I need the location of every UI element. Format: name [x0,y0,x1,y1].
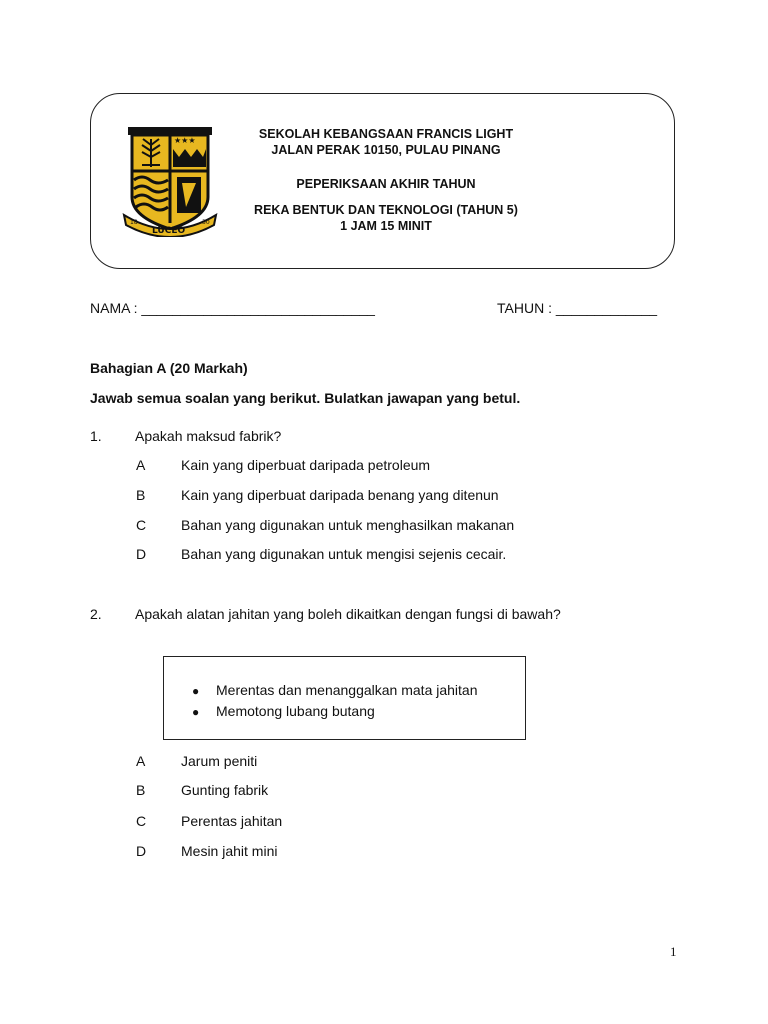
q2-option-a-text: Jarum peniti [181,753,258,769]
q1-option-a-text: Kain yang diperbuat daripada petroleum [181,457,431,473]
q2-option-a-letter[interactable]: A [136,753,146,769]
q2-option-c-letter[interactable]: C [136,813,147,829]
q1-option-b-letter[interactable]: B [136,487,146,503]
function-item-text: Merentas dan menanggalkan mata jahitan [216,682,478,698]
school-crest-icon [122,125,218,237]
subject-title: REKA BENTUK DAN TEKNOLOGI (TAHUN 5) [254,203,518,217]
svg-text:LUCEO: LUCEO [152,226,186,236]
name-field[interactable]: NAMA : ______________________________ [90,300,375,316]
school-name: SEKOLAH KEBANGSAAN FRANCIS LIGHT [258,127,514,141]
q2-option-d-text: Mesin jahit mini [181,843,278,859]
svg-text:18: 18 [130,219,138,226]
question-2-text: Apakah alatan jahitan yang boleh dikaitkan dengan fungsi di bawah? [135,606,561,622]
q2-option-d-letter[interactable]: D [136,843,147,859]
q1-option-d-text: Bahan yang digunakan untuk mengisi sejenis cecair. [181,546,507,562]
q1-option-b-text: Kain yang diperbuat daripada benang yang ditenun [181,487,499,503]
school-header-text [218,126,554,234]
q2-option-b-text: Gunting fabrik [181,782,269,798]
q2-option-b-letter[interactable]: B [136,782,146,798]
question-1-number: 1. [90,428,102,444]
q1-option-c-text: Bahan yang digunakan untuk menghasilkan makanan [181,517,515,533]
bullet-icon: ● [192,684,200,698]
section-title: Bahagian A (20 Markah) [90,360,248,376]
exam-duration: 1 JAM 15 MINIT [340,219,432,233]
school-address: JALAN PERAK 10150, PULAU PINANG [271,143,501,157]
svg-text:30: 30 [202,219,210,226]
question-1-text: Apakah maksud fabrik? [135,428,282,444]
function-list [192,680,478,722]
q1-option-a-letter[interactable]: A [136,457,146,473]
bullet-icon: ● [192,705,200,719]
function-item [192,680,478,701]
svg-text:★★★: ★★★ [174,136,196,145]
section-instruction: Jawab semua soalan yang berikut. Bulatkan jawapan yang betul. [90,390,521,406]
function-item [192,701,478,722]
q1-option-d-letter[interactable]: D [136,546,147,562]
exam-name: PEPERIKSAAN AKHIR TAHUN [296,177,476,191]
q1-option-c-letter[interactable]: C [136,517,147,533]
function-box [163,656,526,740]
function-item-text: Memotong lubang butang [216,703,375,719]
page-number: 1 [670,944,677,959]
question-2-number: 2. [90,606,102,622]
q2-option-c-text: Perentas jahitan [181,813,283,829]
year-field[interactable]: TAHUN : _____________ [497,300,658,316]
